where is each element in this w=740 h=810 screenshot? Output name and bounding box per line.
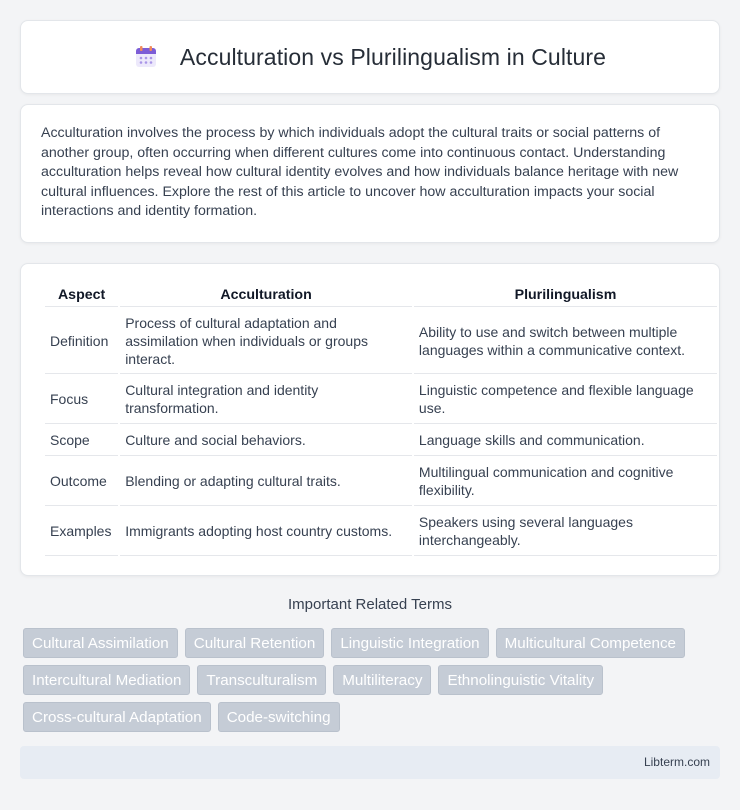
table-row	[45, 425, 717, 456]
row-plurilingualism: Linguistic competence and flexible language use.	[414, 375, 717, 424]
tag-cross-cultural-adaptation[interactable]: Cross-cultural Adaptation	[23, 702, 211, 732]
comparison-card	[20, 263, 720, 576]
row-plurilingualism: Language skills and communication.	[414, 425, 717, 456]
table-header-row	[45, 285, 717, 307]
footer-site-link[interactable]: Libterm.com	[643, 755, 710, 769]
row-acculturation: Immigrants adopting host country customs.	[120, 507, 412, 556]
table-row	[45, 375, 717, 424]
row-plurilingualism: Ability to use and switch between multiple languages within a communicative context.	[414, 308, 717, 374]
row-aspect: Examples	[45, 507, 118, 556]
row-plurilingualism: Speakers using several languages interchangeably.	[414, 507, 717, 556]
calendar-icon	[134, 45, 158, 69]
tag-ethnolinguistic-vitality[interactable]: Ethnolinguistic Vitality	[438, 665, 603, 695]
tag-transculturalism[interactable]: Transculturalism	[197, 665, 326, 695]
tag-multiliteracy[interactable]: Multiliteracy	[333, 665, 431, 695]
row-acculturation: Culture and social behaviors.	[120, 425, 412, 456]
table-row	[45, 308, 717, 374]
footer	[20, 746, 720, 779]
tag-code-switching[interactable]: Code-switching	[218, 702, 340, 732]
header-aspect: Aspect	[45, 285, 118, 307]
tag-multicultural-competence[interactable]: Multicultural Competence	[496, 628, 685, 658]
header-acculturation: Acculturation	[120, 285, 412, 307]
tag-linguistic-integration[interactable]: Linguistic Integration	[331, 628, 488, 658]
tag-cultural-assimilation[interactable]: Cultural Assimilation	[23, 628, 178, 658]
row-acculturation: Cultural integration and identity transformation.	[120, 375, 412, 424]
related-terms-title: Important Related Terms	[288, 596, 452, 613]
table-row	[45, 507, 717, 556]
table-row	[45, 457, 717, 506]
row-aspect: Focus	[45, 375, 118, 424]
page-title: Acculturation vs Plurilingualism in Culture	[179, 43, 607, 70]
row-acculturation: Process of cultural adaptation and assimilation when individuals or groups interact.	[120, 308, 412, 374]
related-terms-list	[23, 628, 723, 732]
tag-cultural-retention[interactable]: Cultural Retention	[185, 628, 325, 658]
intro-card	[20, 104, 720, 243]
row-aspect: Scope	[45, 425, 118, 456]
comparison-table	[43, 284, 719, 557]
header-plurilingualism: Plurilingualism	[414, 285, 717, 307]
row-aspect: Definition	[45, 308, 118, 374]
title-card	[20, 20, 720, 94]
row-plurilingualism: Multilingual communication and cognitive flexibility.	[414, 457, 717, 506]
row-aspect: Outcome	[45, 457, 118, 506]
row-acculturation: Blending or adapting cultural traits.	[120, 457, 412, 506]
tag-intercultural-mediation[interactable]: Intercultural Mediation	[23, 665, 190, 695]
intro-text: Acculturation involves the process by which individuals adopt the cultural traits or social patterns of another group, often occurring when different cultures come into continuous contact. Understanding acculturation helps reveal how cultural identity evolves and how individuals balance heritage with new cultural influences. Explore the rest of this article to uncover how acculturation impacts your social interactions and identity formation.	[41, 125, 679, 219]
